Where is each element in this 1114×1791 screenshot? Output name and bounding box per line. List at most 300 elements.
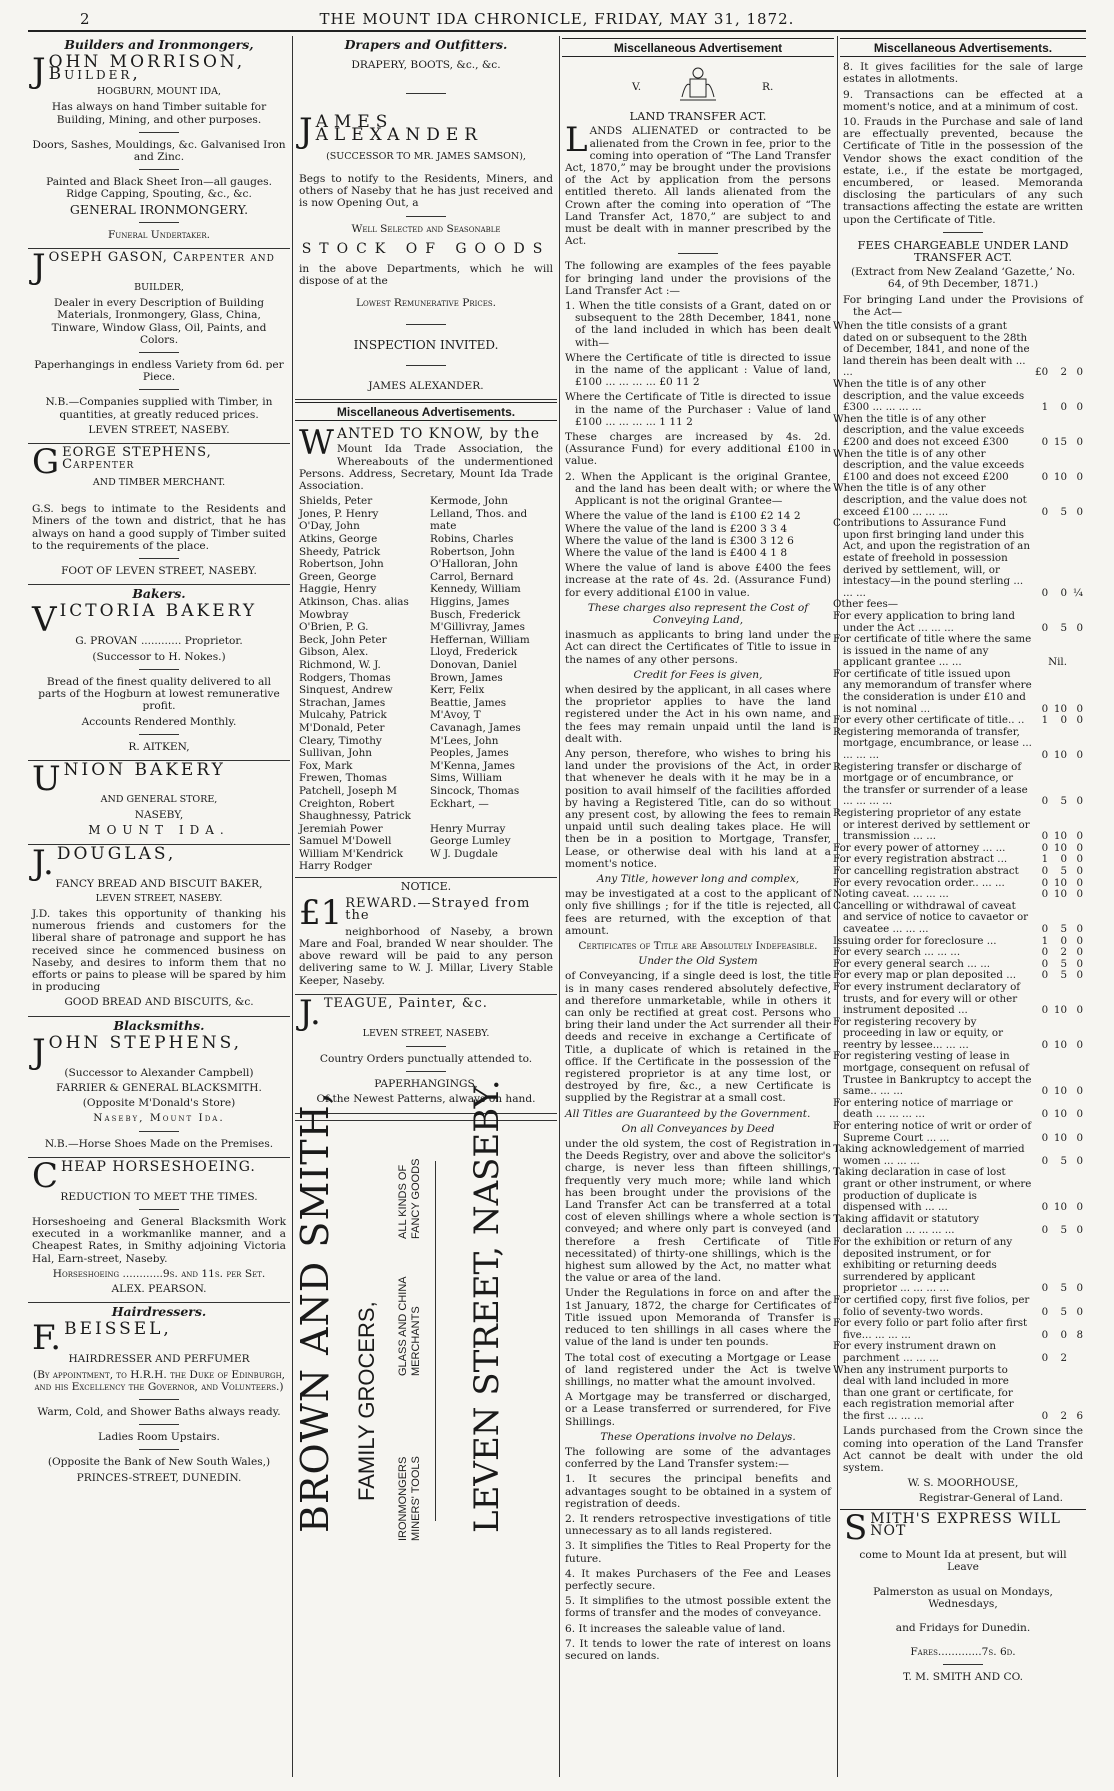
ad-text: PRINCES-STREET, DUNEDIN. [76, 1471, 242, 1484]
fee-amount: 0 [1076, 969, 1083, 982]
fee-amount: 0 [1041, 841, 1049, 854]
fee-amount: 0 [1041, 1038, 1049, 1051]
ad-name: OHN STEPHENS, [48, 1032, 243, 1053]
fee-amount: 5 [1060, 957, 1067, 970]
fee-amount [1032, 599, 1048, 611]
ad-text: On all Conveyances by Deed [621, 1122, 775, 1135]
ad-text: ALL KINDS OF [397, 1164, 409, 1239]
ad-text: PAPERHANGINGS, [374, 1078, 478, 1091]
ad-text: in the above Departments, which he will dispose of at the [299, 263, 553, 288]
ad-text: FOOT OF LEVEN STREET, NASEBY. [61, 565, 257, 578]
fee-amount: 0 [1076, 505, 1083, 518]
ad-name: BEISSEL, [64, 1319, 172, 1340]
fee-amount: 0 [1041, 1004, 1049, 1017]
fee-amount: 10 [1053, 1108, 1067, 1121]
fee-amount: 0 [1041, 1409, 1049, 1422]
fee-amount: 0 [1076, 749, 1083, 762]
drop-cap: J. [32, 842, 54, 883]
fee-row [843, 889, 1083, 901]
ad-text: All Titles are Guaranteed by the Government. [565, 1107, 811, 1120]
person-name: Carrol, Bernard [430, 570, 514, 583]
fee-description: Taking acknowledgement of married women ... ... ... [833, 1143, 1025, 1167]
divider [139, 1424, 179, 1425]
ad-text: DRAPERY, BOOTS, &c., &c. [351, 59, 501, 72]
fee-amount: 5 [1060, 795, 1067, 808]
person-name: O'Halloran, John [430, 558, 518, 571]
masthead-rule [28, 30, 1086, 32]
fee-amount: 0 [1076, 702, 1083, 715]
fee-amount: 1 [1041, 934, 1049, 947]
column-2 [295, 36, 557, 1777]
fee-description: For every registration abstract ... [833, 853, 1008, 866]
ad-brown-smith-street: LEVEN STREET, NASEBY. [467, 1079, 507, 1533]
fee-amount: 0 [1060, 934, 1067, 947]
ad-text: These charges are increased by 4s. 2d. (Assurance Fund) for every additional £100 in value. [565, 431, 831, 468]
fee-amount: 10 [1053, 841, 1067, 854]
fee-amount: 5 [1060, 1224, 1067, 1237]
divider [406, 1071, 446, 1072]
person-name: M'Donald, Peter [299, 721, 385, 734]
person-name: Shields, Peter [299, 495, 373, 508]
ad-cheap-horseshoeing [28, 1155, 290, 1303]
fee-amount: 0 [1076, 830, 1083, 843]
person-name: Fox, Mark [299, 759, 353, 772]
divider [406, 216, 446, 217]
person-name: Brown, James [430, 671, 503, 684]
ad-text: Certificates of Title are Absolutely Indefeasible. [578, 940, 818, 952]
ad-text: 1. When the title consists of a Grant, dated on or subsequent to the 28th December, 1841, none of the land included in which has been dealt with— [565, 300, 831, 349]
fee-amount: 0 [1041, 830, 1049, 843]
person-name: Jeremiah Power [299, 822, 383, 835]
ad-text: Where the value of the land is £300 3 12 6 [565, 534, 794, 547]
fee-description: When the title is of any other description, and the value exceeds £300 ... ... ... ... [833, 378, 1025, 414]
ad-morrison [28, 53, 290, 249]
ad-text: LEVEN STREET, NASEBY. [95, 892, 223, 904]
fee-amount: 0 [1076, 1201, 1083, 1214]
ad-text: Where the value of the land is £400 4 1 8 [565, 546, 788, 559]
ad-text: come to Mount Ida at present, but will Leave [859, 1549, 1067, 1574]
divider [139, 1399, 179, 1400]
vr-right: R. [762, 81, 774, 94]
ad-name: ICTORIA BAKERY [59, 601, 258, 622]
fee-row [843, 414, 1083, 449]
section-heading-misc-3: Miscellaneous Advertisement [562, 38, 834, 57]
divider [139, 1449, 179, 1450]
person-name: Sims, William [430, 772, 503, 785]
person-name: M'Gillivray, James [430, 621, 525, 634]
ad-name: REWARD.—Strayed from the [345, 896, 531, 924]
fee-amount: 0 [1041, 957, 1049, 970]
person-name: Haggie, Henry [299, 583, 377, 596]
fee-row [843, 1017, 1083, 1052]
ad-alexander [295, 53, 557, 400]
fee-description: Registering transfer or discharge of mortgage or of encumbrance, or the transfer or surrender of a lease ... ... ... ... [833, 760, 1028, 808]
ad-text: and Fridays for Dunedin. [895, 1621, 1031, 1634]
person-name: W J. Dugdale [430, 847, 498, 860]
fee-amount: 10 [1053, 1201, 1067, 1214]
ad-text: Under the Regulations in force on and after the 1st January, 1872, the charge for Certificates of Title issued upon Memoranda of Transfer is reduced to ten shillings in all cases where the value of the land is under ten pounds. [565, 1287, 831, 1349]
divider [406, 365, 446, 366]
fee-amount: 0 [1076, 436, 1083, 448]
person-name: Lelland, Thos. and mate [430, 507, 528, 533]
person-name: William M'Kendrick [299, 847, 404, 860]
person-name: Donovan, Daniel [430, 658, 517, 671]
fee-description: For every power of attorney ... ... [833, 841, 1006, 854]
divider [139, 669, 179, 670]
ad-text: Accounts Rendered Monthly. [81, 715, 237, 728]
drop-cap: S [844, 1507, 868, 1548]
coat-of-arms-icon [678, 63, 718, 103]
person-name: Mulcahy, Patrick [299, 709, 387, 722]
fee-amount: 0 [1076, 714, 1083, 727]
fee-amount: 0 [1041, 1154, 1049, 1167]
person-name: Busch, Frederick [430, 608, 521, 621]
fee-description: Issuing order for foreclosure ... [833, 934, 997, 947]
fee-amount: 5 [1060, 1282, 1067, 1295]
ad-text: Warm, Cold, and Shower Baths always ready. [37, 1406, 281, 1418]
fee-description: For entering notice of marriage or death ... ... ... ... [833, 1096, 1013, 1121]
ad-text: Has always on hand Timber suitable for Building, Mining, and other purposes. [51, 101, 267, 126]
ad-text: Paperhangings in endless Variety from 6d. per Piece. [34, 359, 284, 384]
ad-text: IRONMONGERS [397, 1456, 409, 1541]
divider [139, 1131, 179, 1132]
divider [435, 1161, 436, 1521]
person-name: Beattie, James [430, 696, 507, 709]
fee-amount: 0 [1076, 1154, 1083, 1167]
person-name: Harry Rodger [299, 860, 372, 873]
ad-text: R. AITKEN, [128, 740, 190, 753]
land-transfer-act [562, 110, 834, 1662]
fee-amount: 5 [1060, 621, 1067, 634]
fee-description: Registering memoranda of transfer, mortgage, encumbrance, or lease ... ... ... ... [833, 725, 1032, 762]
fee-description: Registering proprietor of any estate or interest derived by settlement or transmission ... ... [833, 807, 1030, 843]
act-title: LAND TRANSFER ACT. [629, 109, 767, 124]
fee-amount: 1 [1041, 714, 1049, 727]
divider [139, 389, 179, 390]
fee-amount: 5 [1060, 505, 1067, 518]
fee-amount: 0 [1060, 586, 1067, 599]
ad-text: FANCY BREAD AND BISCUIT BAKER, [55, 877, 263, 890]
fee-amount: 0 [1041, 1328, 1049, 1341]
fee-description: For every folio or part folio after first five... ... ... ... [833, 1317, 1028, 1341]
fee-amount [1067, 599, 1083, 611]
person-name: Henry Murray [430, 822, 506, 835]
fee-amount: 0 [1041, 1131, 1049, 1144]
act-lead [565, 120, 831, 248]
fee-amount: 0 [1041, 888, 1049, 901]
fee-amount: 0 [1041, 876, 1049, 889]
fees-title: FEES CHARGEABLE UNDER LAND TRANSFER ACT. [857, 237, 1069, 265]
fee-row [843, 1295, 1083, 1318]
fee-amount: 0 [1041, 702, 1049, 715]
ad-text: AND GENERAL STORE, [100, 793, 218, 805]
fee-amount: 0 [1076, 864, 1083, 877]
ad-text: Horseshoeing and General Blacksmith Work executed in a workmanlike manner, and a Cheapest Rates, in Smithy adjoining Victoria Hal, Earn-street, Naseby. [32, 1215, 286, 1265]
fee-amount: 1 [1041, 853, 1049, 866]
fee-amount: 10 [1053, 1038, 1067, 1051]
fee-amount: 0 [1041, 505, 1049, 518]
ad-text: FARRIER & GENERAL BLACKSMITH. [56, 1081, 262, 1094]
ad-text: The following are some of the advantages conferred by the Land Transfer system:— [565, 1445, 831, 1471]
fees-table [833, 320, 1083, 1422]
fee-amount: 0 [1041, 922, 1049, 935]
fee-amount: 10 [1053, 749, 1067, 762]
drop-cap: U [32, 758, 61, 799]
section-heading-bakers: Bakers. [132, 586, 186, 602]
fee-amount: 0 [1076, 470, 1083, 483]
fee-amount: 0 [1060, 1328, 1067, 1341]
ad-text: 6. It increases the saleable value of land. [565, 1622, 786, 1635]
fee-amount [1032, 634, 1048, 669]
fee-description: For entering notice of writ or order of Supreme Court ... ... [833, 1120, 1032, 1144]
fee-amount: 0 [1076, 1004, 1083, 1017]
fee-row [843, 1098, 1083, 1121]
fee-row [843, 518, 1083, 599]
divider [943, 1664, 983, 1665]
person-name: Kennedy, William [430, 583, 521, 596]
ad-text: INSPECTION INVITED. [353, 337, 499, 352]
fee-amount: 0 [1041, 795, 1049, 808]
ad-name: NION BAKERY [63, 759, 226, 780]
fee-amount [1048, 599, 1067, 611]
ad-text: (By appointment, to H.R.H. the Duke of Edinburgh, and his Excellency the Governor, and Volunteers.) [32, 1368, 286, 1393]
ad-text: MINERS' TOOLS [410, 1455, 422, 1541]
fee-row [843, 1237, 1083, 1295]
fee-row [843, 669, 1083, 715]
fee-amount: 5 [1060, 1154, 1067, 1167]
column-3 [562, 36, 834, 1777]
ad-text: Begs to notify to the Residents, Miners, and others of Naseby that he has just received and is now Opening Out, a [299, 173, 553, 210]
ad-text: Doors, Sashes, Mouldings, &c. Galvanised Iron and Zinc. [32, 138, 286, 164]
ad-george-stephens [28, 444, 290, 585]
ad-text: Any person, therefore, who wishes to bring his land under the provisions of the Act, in order that whenever he deals with it he may be in a position to avail himself of the facilities afforded by having a Registered Title, can do so without any present cost, by allowing the fees to remain unpaid until such dealing takes place. He will then be in a position to Mortgage, Transfer, Lease, or otherwise deal with his land at a moment's notice. [565, 747, 831, 870]
section-heading-misc: Miscellaneous Advertisements. [295, 402, 557, 421]
fee-amount: 0 [1060, 853, 1067, 866]
section-heading-hairdressers: Hairdressers. [111, 1304, 207, 1320]
ad-text: Well Selected and Seasonable [351, 222, 501, 235]
ad-name: DOUGLAS, [56, 843, 177, 864]
ad-name: AMES ALEXANDER [315, 112, 484, 145]
fee-description: For certificate of title issued upon any memorandum of transfer where the consideration is under £10 and is not nominal ... [833, 667, 1032, 715]
ad-name: TEAGUE, Painter, &c. [323, 995, 488, 1011]
section-heading-misc-4: Miscellaneous Advertisements. [840, 38, 1086, 57]
fee-amount: Nil. [1048, 656, 1067, 669]
person-name: Frewen, Thomas [299, 772, 387, 785]
ad-text: These Operations involve no Delays. [600, 1430, 796, 1443]
drop-cap: J [32, 51, 46, 92]
vr-left: V. [632, 81, 642, 94]
person-name: Cleary, Timothy [299, 734, 382, 747]
fee-row [843, 1121, 1083, 1144]
person-name: Eckhart, — [430, 797, 489, 810]
ad-beissel [28, 1320, 290, 1490]
missing-persons-list [299, 495, 553, 873]
ad-text: Fares.............7s. 6d. [910, 1646, 1016, 1659]
fee-amount: 0 [1041, 1351, 1049, 1364]
fee-description: For registering vesting of lease in mortgage, consequent on refusal of Trustee in Bankruptcy to accept the same.. ... ... [833, 1050, 1032, 1098]
fee-description: For the exhibition or return of any deposited instrument, or for exhibiting or returning deeds surrendered by applicant proprietor ... ... ... ... [833, 1235, 1013, 1295]
drop-cap: L [565, 120, 588, 161]
ad-text: 5. It simplifies to the utmost possible extent the forms of transfer and the modes of conveyance. [565, 1595, 831, 1620]
fee-description: Taking declaration in case of lost grant or other instrument, or where production of duplicate is dispensed with ... ... [833, 1166, 1032, 1214]
fee-row [843, 1365, 1083, 1423]
divider [943, 232, 983, 233]
fee-description: Contributions to Assurance Fund upon first bringing land under this Act, and upon the registration of an estate of freehold in possession derived by settlement, will, or intestacy—in the pound sterling ... ... ... [833, 517, 1030, 599]
column-1 [28, 36, 290, 1777]
person-name: O'Day, John [299, 520, 360, 533]
fee-amount: 0 [1076, 957, 1083, 970]
fee-description: For every application to bring land under the Act ... ... ... [833, 609, 1015, 634]
ad-text: GLASS AND CHINA [397, 1275, 409, 1376]
fee-amount: 0 [1041, 1085, 1049, 1098]
fee-amount: 2 [1060, 1351, 1067, 1364]
fee-amount: 10 [1053, 1131, 1067, 1144]
ad-wanted-to-know [295, 425, 557, 878]
fee-amount: 10 [1053, 702, 1067, 715]
ad-text: may be investigated at a cost to the applicant of only five shillings ; for if the title is rejected, all fees are returned, with the exception of that amount. [565, 888, 831, 937]
ad-text: Painted and Black Sheet Iron—all gauges. Ridge Capping, Spouting, &c., &c. [46, 176, 272, 201]
divider [406, 1046, 446, 1047]
person-name: Sullivan, John [299, 747, 372, 760]
ad-text: 1. It secures the principal benefits and advantages sought to be obtained in a system of registration of deeds. [565, 1473, 831, 1510]
ad-text: Where the value of land is above £400 the fees increase at the rate of 4s. 2d. (Assurance Fund) for every additional £100 in value. [565, 562, 831, 599]
fee-amount: 0 [1060, 714, 1067, 727]
person-name: Sheedy, Patrick [299, 545, 381, 558]
person-name: Higgins, James [430, 596, 510, 609]
fee-amount: 0 [1041, 1305, 1049, 1318]
fee-description: For every map or plan deposited ... [833, 969, 1017, 982]
ad-text: LEVEN STREET, NASEBY. [88, 423, 230, 436]
fee-row [843, 449, 1083, 484]
person-name: Robins, Charles [430, 533, 514, 546]
fee-description: For registering recovery by proceeding in law or equity, or reentry by lessee... ... ... [833, 1015, 1004, 1051]
column-4 [833, 36, 1086, 1777]
fee-amount: 0 [1076, 876, 1083, 889]
fee-row [843, 982, 1083, 1017]
fee-amount: 0 [1041, 946, 1049, 959]
fee-amount [1067, 634, 1083, 669]
person-name: M'Lees, John [430, 734, 499, 747]
ad-smiths-express [840, 1509, 1086, 1691]
ad-brown-smith-name: BROWN AND SMITH, [293, 1090, 337, 1533]
ad-subtitle: BUILDER, [134, 282, 184, 294]
fee-row [843, 1214, 1083, 1237]
names-right [430, 495, 553, 873]
ad-douglas [28, 842, 290, 1017]
ad-text: N.B.—Companies supplied with Timber, in quantities, at greatly reduced prices. [45, 396, 273, 421]
fee-amount: 10 [1053, 888, 1067, 901]
ad-text: Any Title, however long and complex, [596, 872, 800, 885]
person-name: Sincock, Thomas [430, 784, 520, 797]
ad-text: HAIRDRESSER AND PERFUMER [68, 1353, 250, 1366]
ad-text: Where the value of the land is £200 3 3 4 [565, 522, 788, 535]
fee-amount: 0 [1041, 621, 1049, 634]
fee-amount: 0 [1076, 1282, 1083, 1295]
person-name [430, 810, 553, 823]
divider [139, 222, 179, 223]
fee-row [843, 379, 1083, 414]
drop-cap: J [32, 1031, 46, 1072]
divider [406, 324, 446, 325]
ad-name: OSEPH GASON, Carpenter and [48, 250, 275, 266]
fee-row [843, 1144, 1083, 1167]
section-heading-blacksmiths: Blacksmiths. [113, 1017, 205, 1033]
ad-text: FANCY GOODS [410, 1158, 422, 1239]
ad-text: Bread of the finest quality delivered to all parts of the Hogburn at lowest remunerative profit. [38, 675, 280, 713]
ad-text: 4. It makes Purchasers of the Fee and Leases perfectly secure. [565, 1567, 831, 1592]
ad-gason [28, 249, 290, 444]
fee-amount: 0 [1076, 366, 1083, 379]
divider [139, 132, 179, 133]
fee-amount: 0 [1076, 853, 1083, 866]
ad-text: Of the Newest Patterns, always on hand. [316, 1093, 536, 1106]
person-name: Rodgers, Thomas [299, 671, 391, 684]
ad-text: (SUCCESSOR TO MR. JAMES SAMSON), [326, 150, 526, 162]
masthead [0, 0, 1114, 34]
ad-text: inasmuch as applicants to bring land under the Act can direct the Certificates of Title to issue in the names of any other persons. [565, 629, 831, 666]
ad-text: Dealer in every Description of Building Materials, Ironmongery, Glass, China, Tinware, Window Glass, Oil, Paints, and Colors. [51, 297, 267, 346]
divider [406, 93, 446, 94]
ad-text: LEVEN STREET, NASEBY. [362, 1027, 490, 1039]
person-name: Robertson, John [299, 558, 384, 571]
fee-amount: 0 [1076, 1038, 1083, 1051]
fee-amount: 5 [1060, 969, 1067, 982]
ad-victoria-bakery [28, 602, 290, 760]
fee-description: For every instrument drawn on parchment ... ... ... [833, 1340, 996, 1364]
ad-text: Lands purchased from the Crown since the coming into operation of the Land Transfer Act cannot be dealt with under the old system. [843, 1425, 1083, 1475]
fee-amount: 0 [1041, 586, 1049, 599]
fee-description: For every search ... ... ... [833, 946, 961, 959]
ad-text: GENERAL IRONMONGERY. [69, 201, 249, 217]
person-name: Peoples, James [430, 747, 509, 760]
person-name: Heffernan, William [430, 633, 530, 646]
ad-text: 9. Transactions can be effected at a moment's notice, and at a minimum of cost. [843, 88, 1083, 113]
fee-amount: 0 [1076, 946, 1083, 959]
fee-amount: 0 [1076, 934, 1083, 947]
fee-description: When the title is of any other description, and the value exceeds £100 and does not exceed £200 [833, 447, 1025, 483]
fee-row [843, 808, 1083, 843]
fee-row [843, 1318, 1083, 1341]
ad-text: when desired by the applicant, in all cases where the proprietor applies to have the land registered under the Act in his own name, and the fees may remain unpaid until the land is dealt with. [565, 683, 831, 745]
fee-amount: 0 [1060, 401, 1067, 414]
ad-text: Where the Certificate of title is directed to issue in the name of the applicant : Value of land, £100 ... ... ... ... £0 11 2 [565, 351, 831, 389]
drop-cap: J [299, 111, 313, 152]
fee-description: For certified copy, first five folios, per folio of seventy-two words. [833, 1293, 1030, 1318]
divider [139, 1209, 179, 1210]
fee-amount: 0 [1076, 1108, 1083, 1121]
notice-heading: NOTICE. [400, 880, 452, 894]
act-continued [833, 61, 1086, 1505]
ad-text: GOOD BREAD AND BISCUITS, &c. [64, 996, 254, 1009]
fee-row [843, 634, 1083, 669]
person-name: M'Avoy, T [430, 709, 481, 722]
person-name: Shaughnessy, Patrick [299, 810, 411, 823]
divider [139, 558, 179, 559]
ad-text: J.D. takes this opportunity of thanking his numerous friends and customers for the liberal share of patronage and support he has received since he commenced business on Naseby, and desires to inform them that no efforts or pains to please will be spared by him in producing [32, 907, 286, 994]
person-name: Strachan, James [299, 696, 386, 709]
fee-amount: 0 [1041, 749, 1049, 762]
divider [139, 352, 179, 353]
ad-text: Ladies Room Upstairs. [98, 1431, 220, 1444]
drop-cap: W [299, 423, 334, 464]
fee-amount: 5 [1060, 1305, 1067, 1318]
fee-amount: 0 [1076, 1131, 1083, 1144]
fee-row [843, 947, 1083, 959]
fee-amount: 0 [1041, 436, 1049, 448]
person-name: Gibson, Alex. [299, 646, 369, 659]
fee-amount: ¼ [1073, 586, 1083, 599]
ad-text: (Opposite the Bank of New South Wales,) [47, 1456, 271, 1469]
